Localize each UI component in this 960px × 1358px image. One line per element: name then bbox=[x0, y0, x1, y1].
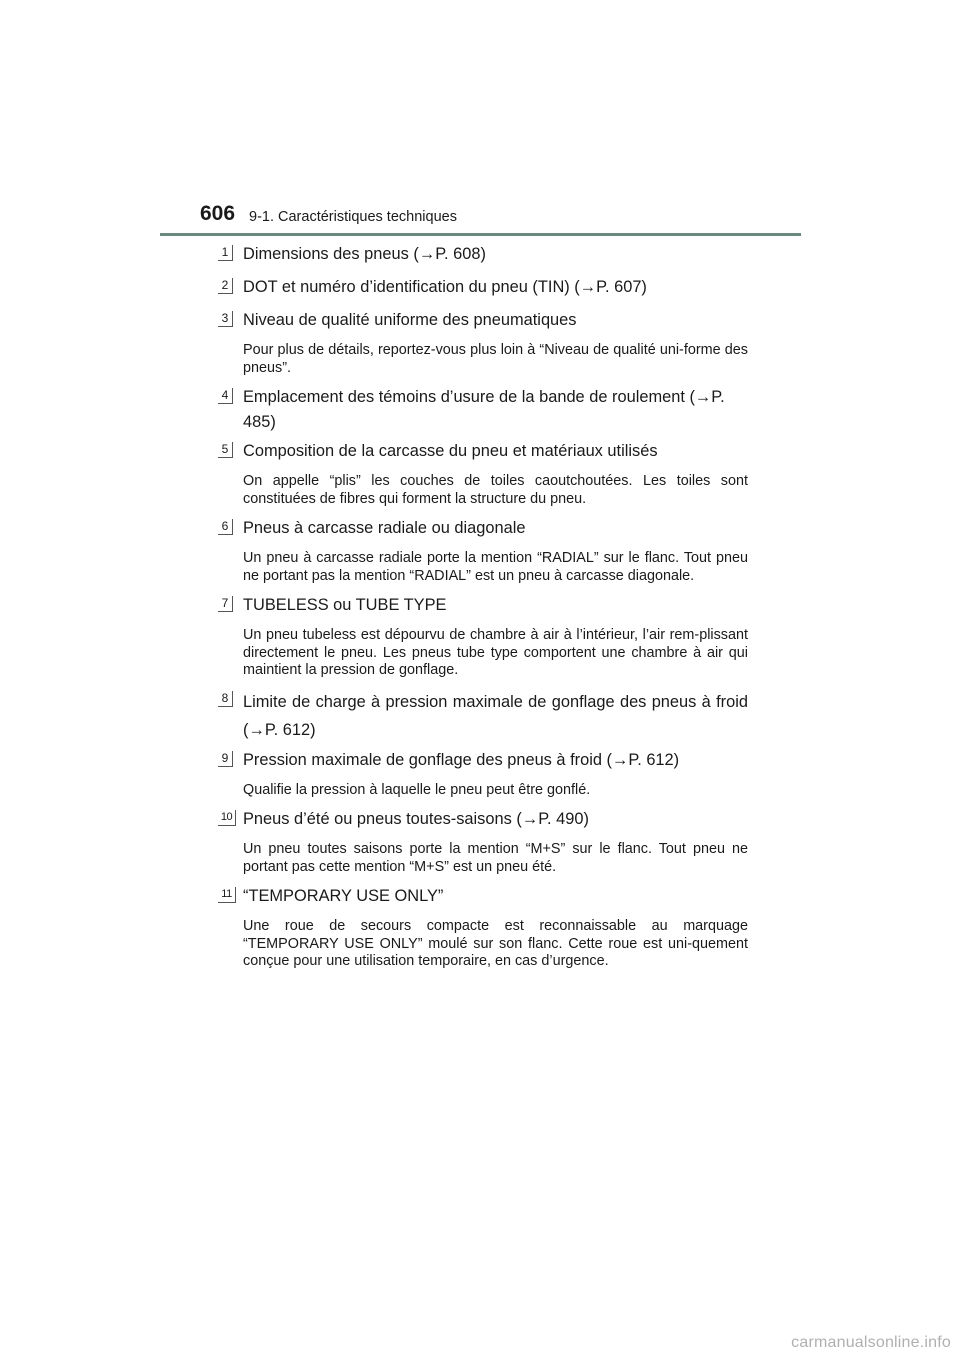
item-description: Pour plus de détails, reportez-vous plus loin à “Niveau de qualité uni-forme des pneus”. bbox=[243, 342, 748, 376]
item-number-badge: 9 bbox=[218, 751, 233, 767]
item-title: DOT et numéro d’identification du pneu (TIN) (→P. 607) bbox=[243, 278, 647, 296]
item-number-badge: 5 bbox=[218, 442, 233, 458]
item-title: Pneus à carcasse radiale ou diagonale bbox=[243, 519, 526, 537]
list-item bbox=[218, 688, 748, 744]
item-number-badge: 4 bbox=[218, 388, 233, 404]
item-title: Niveau de qualité uniforme des pneumatiques bbox=[243, 311, 577, 329]
item-title: “TEMPORARY USE ONLY” bbox=[243, 887, 444, 905]
item-number-badge: 7 bbox=[218, 596, 233, 612]
list-item bbox=[218, 275, 748, 300]
item-description: Une roue de secours compacte est reconnaissable au marquage “TEMPORARY USE ONLY” moulé sur son flanc. Cette roue est uni-quement conçue pour une utilisation temporaire, en cas d’urgence. bbox=[243, 918, 748, 969]
watermark: carmanualsonline.info bbox=[791, 1334, 951, 1351]
list-item bbox=[218, 516, 748, 585]
list-item bbox=[218, 308, 748, 377]
section-title: 9-1. Caractéristiques techniques bbox=[249, 209, 457, 225]
item-description: Un pneu toutes saisons porte la mention “M+S” sur le flanc. Tout pneu ne portant pas cette mention “M+S” est un pneu été. bbox=[243, 841, 748, 875]
item-number-badge: 11 bbox=[218, 887, 236, 903]
item-description: Un pneu tubeless est dépourvu de chambre à air à l’intérieur, l’air rem-plissant directement le pneu. Les pneus tube type comportent une chambre à air qui maintient la pression de gonflage. bbox=[243, 627, 748, 678]
item-title: Pression maximale de gonflage des pneus à froid (→P. 612) bbox=[243, 750, 680, 769]
list-item bbox=[218, 593, 748, 680]
item-number-badge: 8 bbox=[218, 691, 233, 707]
list-item bbox=[218, 439, 748, 508]
header-rule bbox=[160, 233, 801, 236]
item-description: Qualifie la pression à laquelle le pneu peut être gonflé. bbox=[243, 781, 591, 798]
list-item bbox=[218, 884, 748, 971]
item-title: Dimensions des pneus (→P. 608) bbox=[243, 245, 486, 263]
item-number-badge: 6 bbox=[218, 519, 233, 535]
item-title: Composition de la carcasse du pneu et matériaux utilisés bbox=[243, 442, 658, 460]
page-number: 606 bbox=[200, 202, 236, 225]
item-number-badge: 2 bbox=[218, 278, 233, 294]
item-title: Limite de charge à pression maximale de gonflage des pneus à froid (→P. 612) bbox=[243, 692, 748, 739]
item-number-badge: 3 bbox=[218, 311, 233, 327]
item-number-badge: 10 bbox=[218, 810, 236, 826]
item-description: Un pneu à carcasse radiale porte la mention “RADIAL” sur le flanc. Tout pneu ne portant pas la mention “RADIAL” est un pneu à carcasse diagonale. bbox=[243, 550, 748, 584]
item-title: TUBELESS ou TUBE TYPE bbox=[243, 596, 447, 614]
item-number-badge: 1 bbox=[218, 245, 233, 261]
item-title: Pneus d’été ou pneus toutes-saisons (→P. 490) bbox=[243, 810, 589, 828]
list-item bbox=[218, 748, 748, 800]
tire-label-legend bbox=[218, 238, 748, 971]
list-item bbox=[218, 807, 748, 876]
item-description: On appelle “plis” les couches de toiles caoutchoutées. Les toiles sont constituées de fibres qui forment la structure du pneu. bbox=[243, 473, 748, 507]
item-title: Emplacement des témoins d’usure de la bande de roulement (→P. 485) bbox=[243, 388, 725, 431]
list-item bbox=[218, 385, 748, 435]
list-item bbox=[218, 242, 748, 267]
